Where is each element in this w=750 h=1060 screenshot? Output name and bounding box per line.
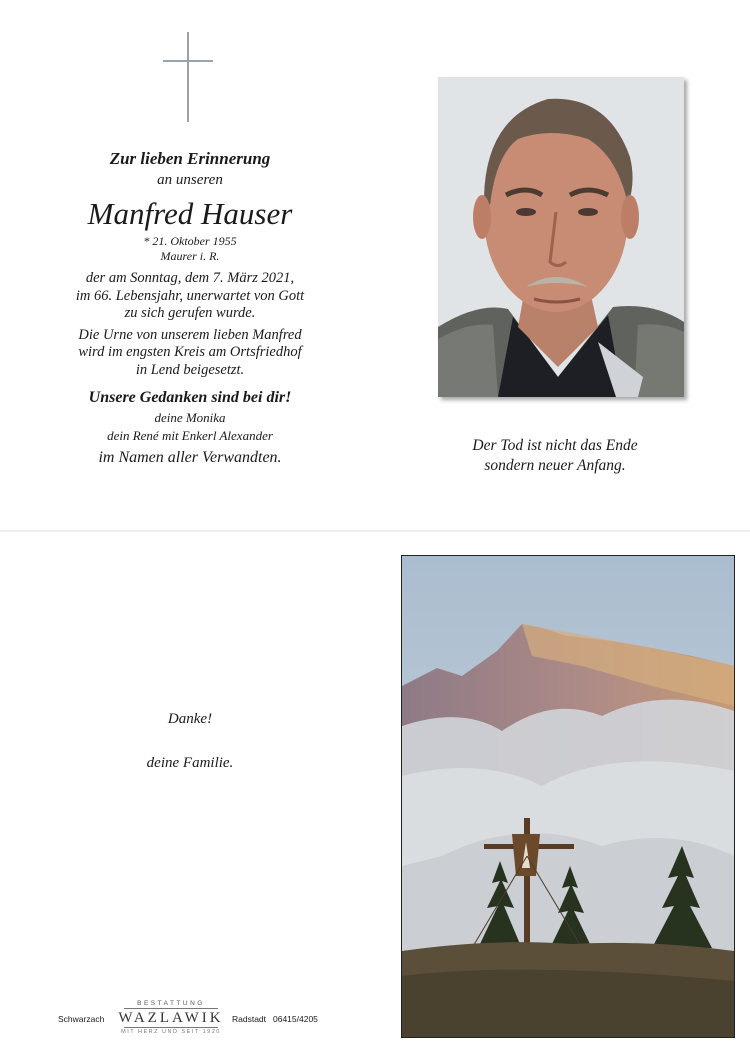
quote-line: Der Tod ist nicht das Ende <box>472 437 638 454</box>
logo-name: WAZLAWIK <box>118 1010 224 1026</box>
burial-line: Die Urne von unserem lieben Manfred <box>78 326 302 343</box>
occupation: Maurer i. R. <box>160 249 220 263</box>
logo-sub-text: MIT HERZ UND SEIT 1920 <box>121 1029 221 1035</box>
family-line: im Namen aller Verwandten. <box>98 449 282 466</box>
subheading: an unseren <box>157 172 223 188</box>
footer-town-right: Radstadt <box>232 1014 267 1024</box>
death-line: zu sich gerufen wurde. <box>124 305 256 321</box>
quote <box>430 436 680 476</box>
birth-date: * 21. Oktober 1955 <box>143 234 237 248</box>
family-signature: deine Familie. <box>146 755 234 771</box>
funeral-home-footer <box>58 1000 318 1034</box>
funeral-home-logo <box>116 1000 226 1035</box>
burial-line: in Lend beigesetzt. <box>135 361 245 378</box>
deceased-name: Manfred Hauser <box>87 196 293 231</box>
quote-line: sondern neuer Anfang. <box>484 457 626 474</box>
portrait-photo <box>438 77 684 397</box>
heading: Zur lieben Erinnerung <box>109 149 271 168</box>
footer-town-left: Schwarzach <box>58 1014 105 1024</box>
cross-icon <box>163 32 213 122</box>
logo-top-text: BESTATTUNG <box>137 1000 205 1007</box>
thanks-block <box>60 711 320 772</box>
mountain-cross-photo <box>401 555 735 1038</box>
signature: deine Monika <box>154 410 226 425</box>
memorial-text <box>40 148 340 469</box>
footer-phone: 06415/4205 <box>273 1014 318 1024</box>
death-line: der am Sonntag, dem 7. März 2021, <box>85 270 295 286</box>
thanks-text: Danke! <box>167 711 213 727</box>
death-line: im 66. Lebensjahr, unerwartet von Gott <box>75 287 305 304</box>
burial-line: wird im engsten Kreis am Ortsfriedhof <box>78 344 302 360</box>
signature: dein René mit Enkerl Alexander <box>107 428 273 443</box>
thoughts-line: Unsere Gedanken sind bei dir! <box>88 389 292 406</box>
